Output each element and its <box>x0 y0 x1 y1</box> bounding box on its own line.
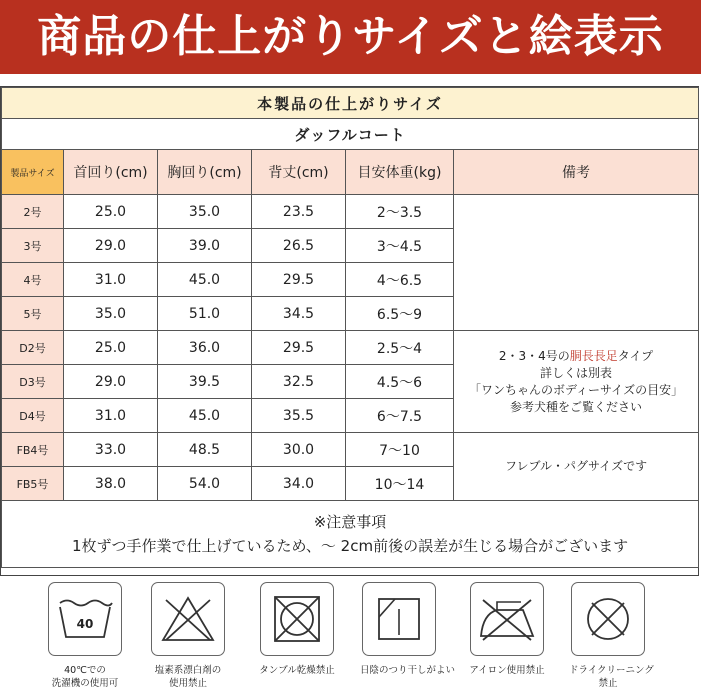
note-prefix: 2・3・4号の <box>498 348 570 363</box>
header-back-length: 背丈(cm) <box>252 150 346 195</box>
header-size: 製品サイズ <box>2 150 64 195</box>
neck-cell: 29.0 <box>64 229 158 263</box>
size-table-frame <box>0 86 699 576</box>
back-cell: 34.5 <box>252 297 346 331</box>
back-cell: 34.0 <box>252 467 346 501</box>
header-chest: 胸回り(cm) <box>158 150 252 195</box>
care-label: 40℃での 洗濯機の使用可 <box>51 665 119 689</box>
neck-cell: 31.0 <box>64 399 158 433</box>
table-row <box>2 331 699 365</box>
care-label: タンブル乾燥禁止 <box>259 665 335 676</box>
note-line3: 「ワンちゃんのボディーサイズの目安」 <box>468 382 684 397</box>
note-line2: 詳しくは別表 <box>540 365 613 380</box>
care-item <box>569 582 654 690</box>
weight-cell: 2〜3.5 <box>346 195 454 229</box>
weight-cell: 7〜10 <box>346 433 454 467</box>
weight-cell: 2.5〜4 <box>346 331 454 365</box>
line-dry-shade-icon <box>362 582 436 656</box>
back-cell: 29.5 <box>252 331 346 365</box>
neck-cell: 25.0 <box>64 195 158 229</box>
chest-cell: 39.0 <box>158 229 252 263</box>
care-item <box>360 582 456 677</box>
neck-cell: 33.0 <box>64 433 158 467</box>
table-row <box>2 195 699 229</box>
care-label: 日陰のつり干しがよい <box>360 665 456 676</box>
care-label: ドライクリーニング 禁止 <box>569 665 654 689</box>
back-cell: 29.5 <box>252 263 346 297</box>
care-item <box>46 582 124 690</box>
header-neck: 首回り(cm) <box>64 150 158 195</box>
back-cell: 32.5 <box>252 365 346 399</box>
weight-cell: 4〜6.5 <box>346 263 454 297</box>
neck-cell: 31.0 <box>64 263 158 297</box>
header-row <box>2 150 699 195</box>
header-weight: 目安体重(kg) <box>346 150 454 195</box>
care-item <box>258 582 336 677</box>
back-cell: 23.5 <box>252 195 346 229</box>
table-title: 本製品の仕上がりサイズ <box>2 88 699 119</box>
size-cell: 5号 <box>2 297 64 331</box>
size-cell: 4号 <box>2 263 64 297</box>
size-cell: FB5号 <box>2 467 64 501</box>
product-name: ダッフルコート <box>2 119 699 150</box>
chest-cell: 48.5 <box>158 433 252 467</box>
remarks-cell-standard <box>454 195 699 331</box>
back-cell: 26.5 <box>252 229 346 263</box>
no-dry-clean-icon <box>571 582 645 656</box>
care-symbols <box>0 582 701 700</box>
weight-cell: 4.5〜6 <box>346 365 454 399</box>
size-cell: D3号 <box>2 365 64 399</box>
care-label: 塩素系漂白剤の 使用禁止 <box>154 665 222 689</box>
note-line4: 参考犬種をご覧ください <box>510 399 643 414</box>
chest-cell: 54.0 <box>158 467 252 501</box>
neck-cell: 29.0 <box>64 365 158 399</box>
no-iron-icon <box>470 582 544 656</box>
care-item <box>468 582 546 677</box>
chest-cell: 35.0 <box>158 195 252 229</box>
weight-cell: 3〜4.5 <box>346 229 454 263</box>
weight-cell: 10〜14 <box>346 467 454 501</box>
chest-cell: 39.5 <box>158 365 252 399</box>
no-tumble-dry-icon <box>260 582 334 656</box>
remarks-cell-fb: フレブル・パグサイズです <box>454 433 699 501</box>
chest-cell: 45.0 <box>158 263 252 297</box>
page-banner: 商品の仕上がりサイズと絵表示 <box>0 0 701 74</box>
chest-cell: 45.0 <box>158 399 252 433</box>
neck-cell: 25.0 <box>64 331 158 365</box>
note-highlight: 胴長長足 <box>569 348 618 363</box>
neck-cell: 38.0 <box>64 467 158 501</box>
back-cell: 30.0 <box>252 433 346 467</box>
care-label: アイロン使用禁止 <box>469 665 545 676</box>
size-table <box>1 87 699 568</box>
caution-title: ※注意事項 <box>313 513 387 531</box>
weight-cell: 6.5〜9 <box>346 297 454 331</box>
back-cell: 35.5 <box>252 399 346 433</box>
no-bleach-icon <box>151 582 225 656</box>
size-cell: D4号 <box>2 399 64 433</box>
size-cell: FB4号 <box>2 433 64 467</box>
chest-cell: 51.0 <box>158 297 252 331</box>
size-cell: 3号 <box>2 229 64 263</box>
caution-text: 1枚ずつ手作業で仕上げているため、～ 2cm前後の誤差が生じる場合がございます <box>71 537 629 555</box>
header-remarks: 備考 <box>454 150 699 195</box>
size-cell: D2号 <box>2 331 64 365</box>
neck-cell: 35.0 <box>64 297 158 331</box>
remarks-cell-dachs <box>454 331 699 433</box>
note-suffix: タイプ <box>617 348 654 363</box>
chest-cell: 36.0 <box>158 331 252 365</box>
care-item <box>149 582 227 690</box>
wash-temp: 40 <box>76 617 94 631</box>
wash-tub-40-icon <box>48 582 122 656</box>
table-row <box>2 433 699 467</box>
weight-cell: 6〜7.5 <box>346 399 454 433</box>
size-cell: 2号 <box>2 195 64 229</box>
caution-note <box>2 501 699 568</box>
